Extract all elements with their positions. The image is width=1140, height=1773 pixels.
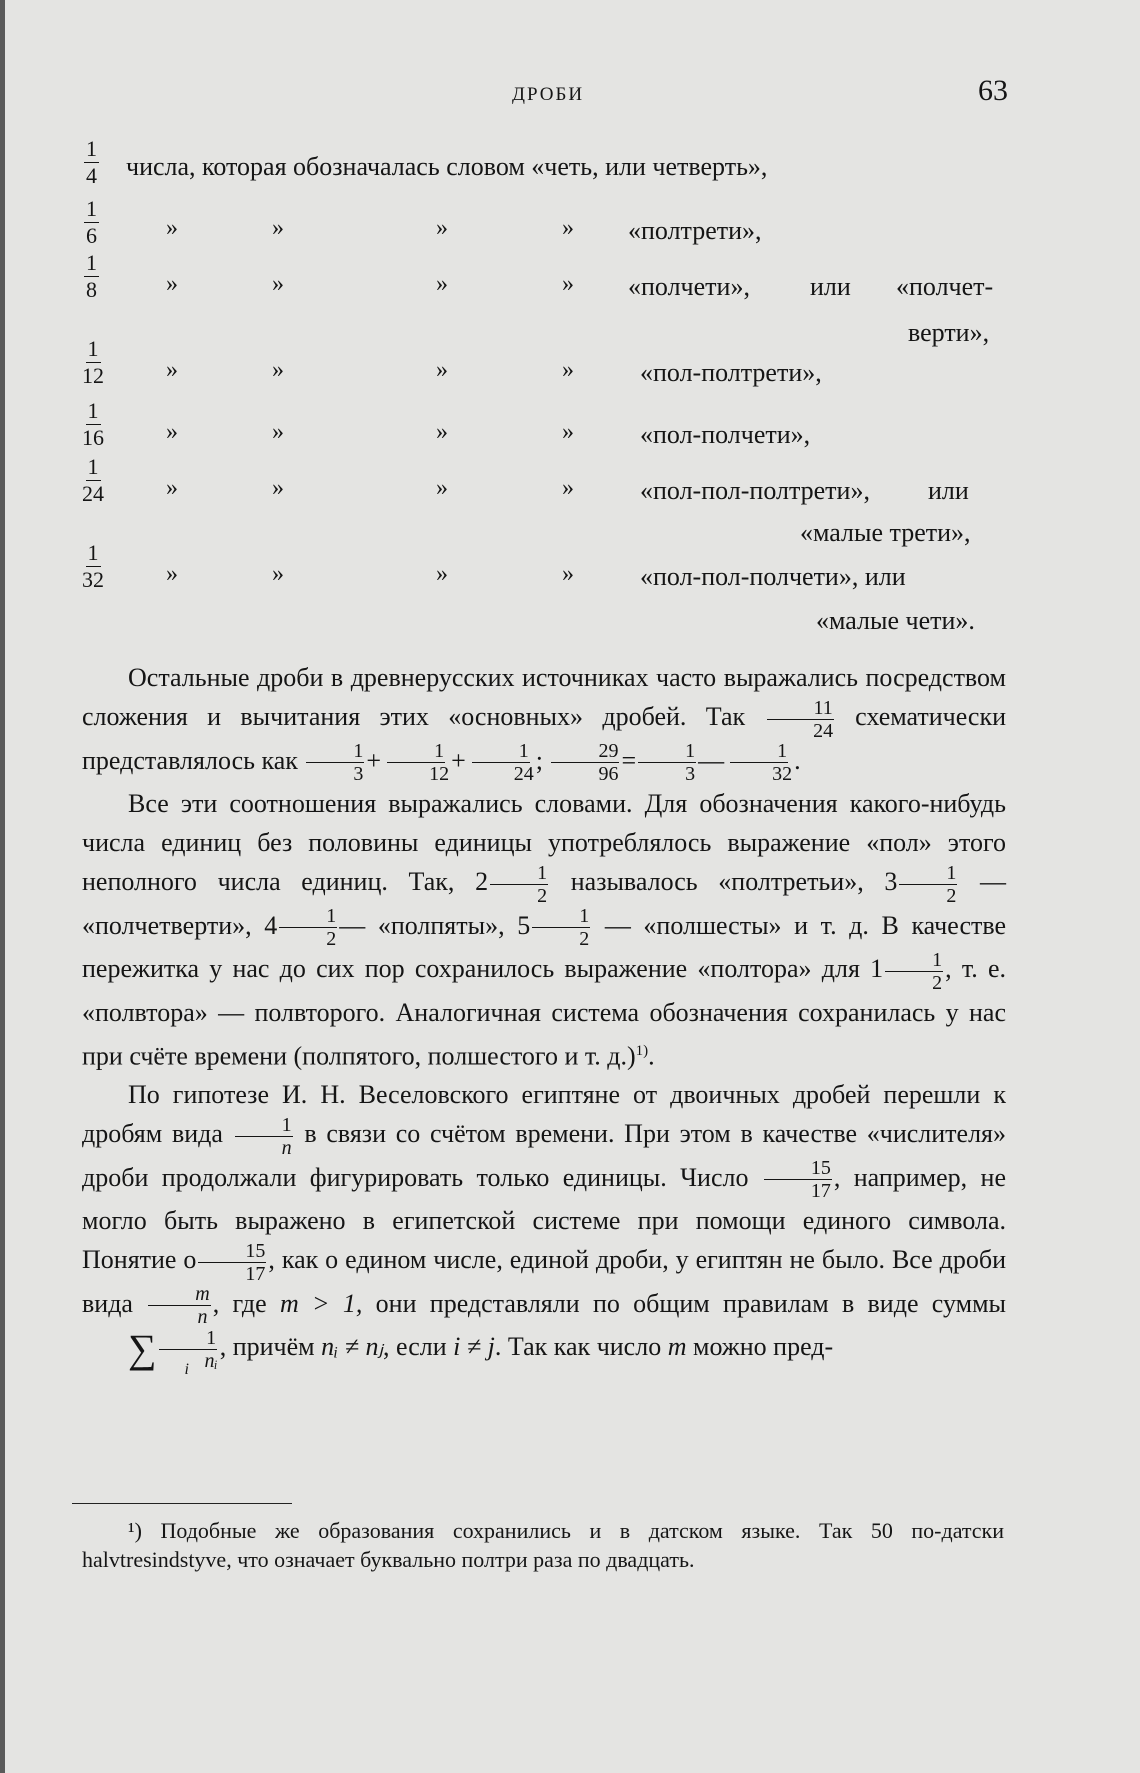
name-pol-polcheti: «пол-полчети»,: [640, 420, 811, 449]
fraction-1-8: $\frac{1}{8}$: [86, 250, 97, 302]
name-polcheti: «полчети»,: [628, 272, 750, 301]
ditto-mark: »: [166, 357, 178, 383]
ditto-mark: »: [166, 475, 178, 501]
ditto-mark: »: [166, 215, 178, 241]
ditto-mark: »: [436, 419, 448, 445]
ditto-mark: »: [562, 419, 574, 445]
footnote-mark: ¹): [128, 1518, 142, 1543]
name-poltreti: «полтрети»,: [628, 216, 762, 245]
footnote-text: Подобные же образования сохранились и в датском языке. Так 50 по-датски halvtresindstyve, что означает буквально полтри раза по двадцать.: [82, 1518, 1004, 1572]
fraction-1-4: $\frac{1}{4}$: [86, 136, 97, 188]
fraction-1-12: $\frac{1}{12}$: [82, 336, 104, 388]
footnote-rule: [72, 1503, 292, 1504]
ditto-mark: »: [562, 357, 574, 383]
word-ili: или: [810, 272, 851, 301]
ditto-mark: »: [436, 357, 448, 383]
table-first-line: числа, которая обозначалась словом «четь, или четверть»,: [126, 152, 768, 181]
name-malye-cheti: «малые чети».: [816, 606, 975, 635]
paragraph-3: По гипотезе И. Н. Веселовского египтяне от двоичных дробей перешли к дробям вида $\frac{1}{n}$ в связи со счётом времени. При этом в качестве «числителя» дроби продолжали фигурировать только единицы. Число $\frac{15}{17}$ , например, не могло быть выражено в египетской системе при помощи единого символа. Понятие о $\frac{15}{17}$ , как о едином числе, единой дроби, у египтян не было. Все дроби вида $\frac{m}{n}$ , где m > 1, они представляли по общим правилам в виде суммы ∑ i 1 nᵢ , причём nᵢ ≠ nⱼ, если i ≠ j. Так как число m можно пред-: [82, 1080, 1007, 1378]
page-edge-shadow: [0, 0, 5, 1773]
paragraph-1: Остальные дроби в древнерусских источниках часто выражались посредством сложения и вычитания этих «основных» дробей. Так $\frac{11}{24}$ схематически представлялось как $\frac{1}{3}$ + $\frac{1}{12}$ + $\frac{1}{24}$ ; $\frac{29}{96}$ = $\frac{1}{3}$ — $\frac{1}{32}$ .: [82, 663, 1006, 786]
footnote: [82, 1516, 1004, 1574]
ditto-mark: »: [562, 215, 574, 241]
word-ili: или: [928, 476, 969, 505]
ditto-mark: »: [166, 419, 178, 445]
running-header: ДРОБИ: [512, 84, 585, 105]
name-pol-pol-polcheti: «пол-пол-полчети», или: [640, 562, 906, 591]
ditto-mark: »: [436, 215, 448, 241]
name-polchet: «полчет-: [896, 272, 994, 301]
ditto-mark: »: [272, 475, 284, 501]
ditto-mark: »: [166, 561, 178, 587]
ditto-mark: »: [436, 561, 448, 587]
name-pol-poltreti: «пол-полтрети»,: [640, 358, 822, 387]
page-number: 63: [978, 74, 1008, 107]
ditto-mark: »: [436, 271, 448, 297]
fraction-1-6: $\frac{1}{6}$: [86, 196, 97, 248]
ditto-mark: »: [562, 475, 574, 501]
body-text: [82, 658, 1007, 1378]
ditto-mark: »: [562, 271, 574, 297]
name-pol-pol-poltreti: «пол-пол-полтрети»,: [640, 476, 870, 505]
fraction-1-24: $\frac{1}{24}$: [82, 454, 104, 506]
fraction-1-32: $\frac{1}{32}$: [82, 540, 104, 592]
ditto-mark: »: [272, 271, 284, 297]
name-verti: верти»,: [908, 318, 990, 347]
name-malye-treti: «малые трети»,: [800, 518, 971, 547]
ditto-mark: »: [272, 561, 284, 587]
ditto-mark: »: [436, 475, 448, 501]
paragraph-2: Все эти соотношения выражались словами. Для обозначения какого-нибудь числа единиц без половины единицы употреблялось выражение «пол» этого неполного числа единиц. Так, 2 $\frac{1}{2}$ называлось «полтретьи», 3 $\frac{1}{2}$ — «полчетверти», 4 $\frac{1}{2}$ — «полпяты», 5 $\frac{1}{2}$ — «полшесты» и т. д. В качестве пережитка у нас до сих пор сохранилось выражение «полтора» для 1 $\frac{1}{2}$ , т. е. «полвтора» — полвторого. Аналогичная система обозначения сохранилась у нас при счёте времени (полпятого, полшестого и т. д.)$^{1)}$.: [82, 789, 1007, 1071]
sum-symbol: ∑ i 1 nᵢ: [128, 1326, 218, 1378]
ditto-mark: »: [272, 215, 284, 241]
ditto-mark: »: [272, 419, 284, 445]
ditto-mark: »: [562, 561, 574, 587]
fraction-11-24: $\frac{11}{24}$: [767, 698, 834, 741]
ditto-mark: »: [272, 357, 284, 383]
fraction-1-16: $\frac{1}{16}$: [82, 398, 104, 450]
ditto-mark: »: [166, 271, 178, 297]
